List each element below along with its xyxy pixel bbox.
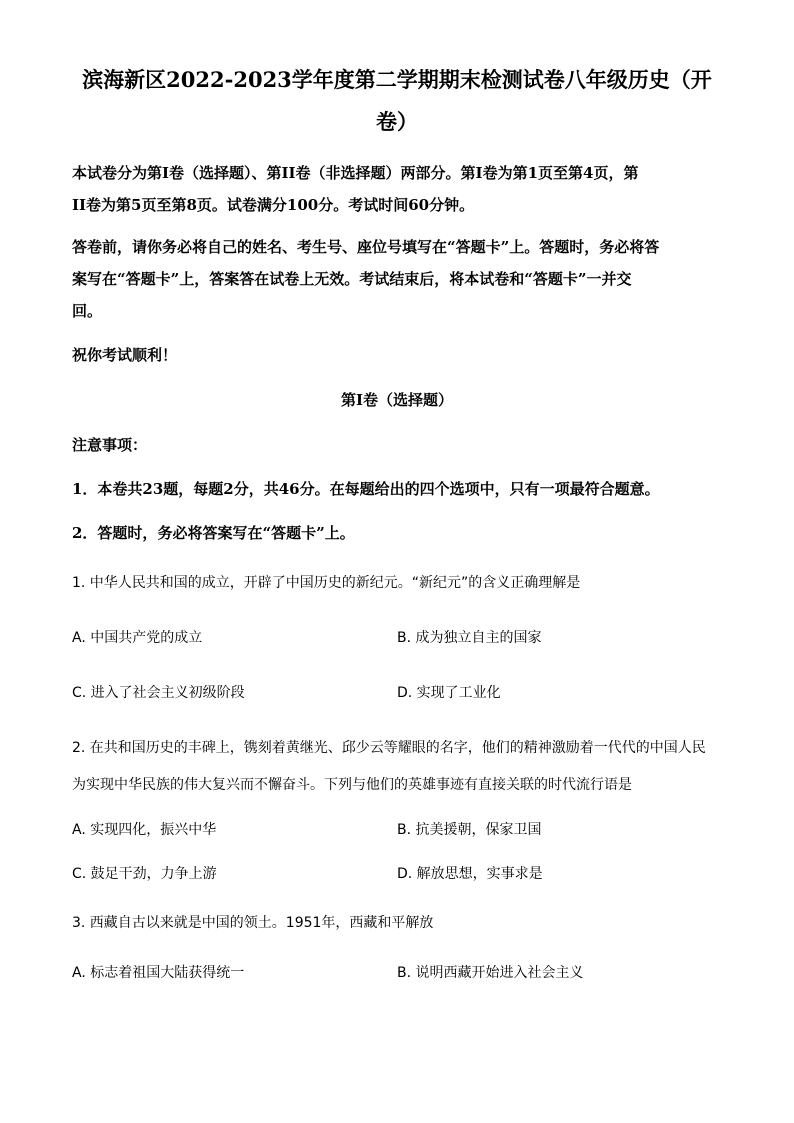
note-1: 1．本卷共23题，每题2分，共46分。在每题给出的四个选项中，只有一项最符合题意。	[72, 480, 660, 498]
question-2-option-d: D. 解放思想，实事求是	[397, 866, 543, 882]
question-3-stem: 3. 西藏自古以来就是中国的领土。1951年，西藏和平解放	[72, 915, 434, 931]
notes-title: 注意事项：	[72, 436, 148, 454]
question-1-option-c: C. 进入了社会主义初级阶段	[72, 685, 245, 701]
exam-title-line-1: 滨海新区2022-2023学年度第二学期期末检测试卷八年级历史（开	[82, 67, 712, 92]
intro-paragraph-1-line-2: II卷为第5页至第8页。试卷满分100分。考试时间60分钟。	[72, 196, 475, 214]
intro-paragraph-2-line-3: 回。	[72, 302, 103, 320]
note-2: 2．答题时，务必将答案写在“答题卡”上。	[72, 524, 355, 542]
question-2-stem-line-1: 2. 在共和国历史的丰碑上，镌刻着黄继光、邱少云等耀眼的名字，他们的精神激励着一代代的中国人民	[72, 740, 706, 756]
question-3-option-b: B. 说明西藏开始进入社会主义	[397, 965, 584, 981]
question-1-option-b: B. 成为独立自主的国家	[397, 630, 542, 646]
intro-paragraph-1-line-1: 本试卷分为第Ⅰ卷（选择题）、第II卷（非选择题）两部分。第Ⅰ卷为第1页至第4页，第	[72, 164, 639, 182]
question-1-option-d: D. 实现了工业化	[397, 685, 501, 701]
question-2-stem-line-2: 为实现中华民族的伟大复兴而不懈奋斗。下列与他们的英雄事迹有直接关联的时代流行语是	[72, 777, 632, 793]
good-luck-text: 祝你考试顺利！	[72, 346, 178, 364]
question-2-option-b: B. 抗美援朝，保家卫国	[397, 822, 542, 838]
question-1-option-a: A. 中国共产党的成立	[72, 630, 203, 646]
intro-paragraph-2-line-2: 案写在“答题卡”上，答案答在试卷上无效。考试结束后，将本试卷和“答题卡”一并交	[72, 270, 632, 288]
question-3-option-a: A. 标志着祖国大陆获得统一	[72, 965, 245, 981]
question-2-option-a: A. 实现四化，振兴中华	[72, 822, 217, 838]
question-2-option-c: C. 鼓足干劲，力争上游	[72, 866, 217, 882]
intro-paragraph-2-line-1: 答卷前，请你务必将自己的姓名、考生号、座位号填写在“答题卡”上。答题时，务必将答	[72, 238, 660, 256]
exam-title-line-2: 卷）	[376, 109, 418, 134]
section-heading: 第Ⅰ卷（选择题）	[340, 391, 454, 409]
question-1-stem: 1. 中华人民共和国的成立，开辟了中国历史的新纪元。“新纪元”的含义正确理解是	[72, 575, 581, 591]
